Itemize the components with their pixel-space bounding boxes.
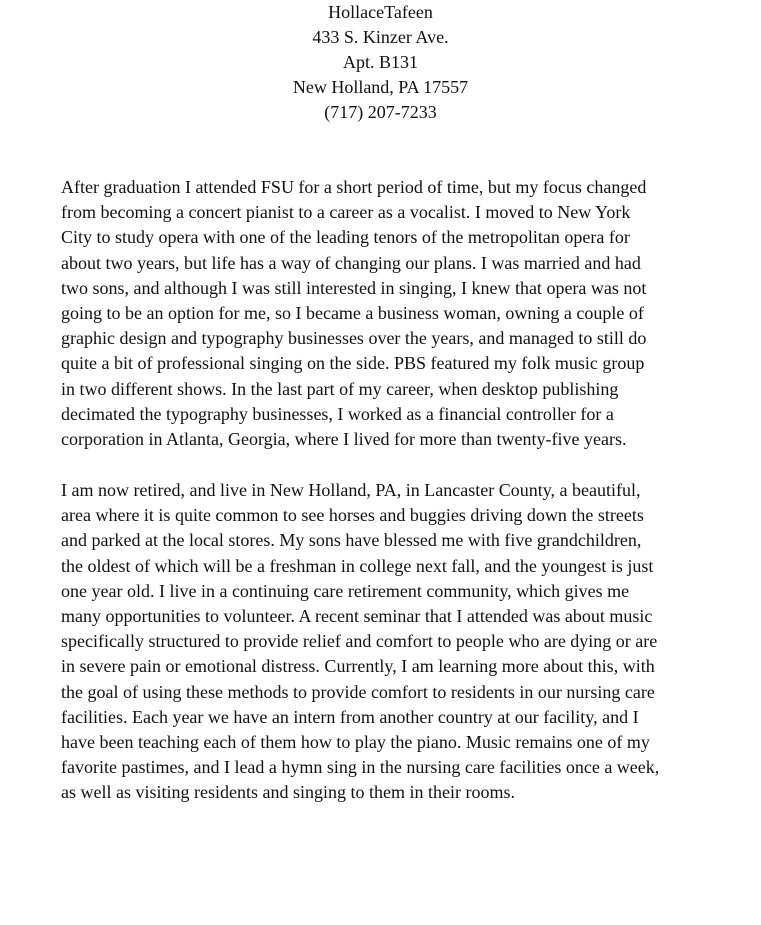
text-line: area where it is quite common to see horses and buggies driving down the streets xyxy=(61,505,644,526)
sender-street: 433 S. Kinzer Ave. xyxy=(312,27,449,47)
text-line: favorite pastimes, and I lead a hymn sing in the nursing care facilities once a week, xyxy=(61,757,660,778)
text-line: corporation in Atlanta, Georgia, where I lived for more than twenty-five years. xyxy=(61,429,627,450)
text-line: After graduation I attended FSU for a short period of time, but my focus changed xyxy=(61,177,647,197)
text-line: quite a bit of professional singing on the side. PBS featured my folk music group xyxy=(61,353,645,374)
text-line: the oldest of which will be a freshman in college next fall, and the youngest is just xyxy=(61,555,654,576)
text-line: graphic design and typography businesses over the years, and managed to still do xyxy=(61,328,647,349)
text-line: one year old. I live in a continuing care retirement community, which gives me xyxy=(61,580,630,601)
text-line: the goal of using these methods to provide comfort to residents in our nursing care xyxy=(61,681,655,702)
text-line: City to study opera with one of the leading tenors of the metropolitan opera for xyxy=(61,227,630,248)
text-line: going to be an option for me, so I became a business woman, owning a couple of xyxy=(61,303,644,324)
text-line: in two different shows. In the last part of my career, when desktop publishing xyxy=(61,378,619,399)
text-line: from becoming a concert pianist to a career as a vocalist. I moved to New York xyxy=(61,202,631,223)
paragraph-retirement xyxy=(61,478,701,806)
sender-name: HollaceTafeen xyxy=(328,2,433,22)
text-line: I am now retired, and live in New Holland, PA, in Lancaster County, a beautiful, xyxy=(61,480,641,500)
sender-apartment: Apt. B131 xyxy=(342,52,418,72)
sender-phone: (717) 207-7233 xyxy=(324,102,437,122)
text-line: as well as visiting residents and singing to them in their rooms. xyxy=(61,782,515,803)
text-line: decimated the typography businesses, I worked as a financial controller for a xyxy=(61,403,614,424)
letter-header xyxy=(0,0,761,125)
text-line: have been teaching each of them how to play the piano. Music remains one of my xyxy=(61,732,650,753)
text-line: many opportunities to volunteer. A recent seminar that I attended was about music xyxy=(61,606,653,627)
sender-city-state-zip: New Holland, PA 17557 xyxy=(292,77,469,97)
paragraph-career xyxy=(61,175,701,452)
text-line: facilities. Each year we have an intern from another country at our facility, and I xyxy=(61,706,639,727)
text-line: about two years, but life has a way of changing our plans. I was married and had xyxy=(61,252,641,273)
text-line: and parked at the local stores. My sons have blessed me with five grandchildren, xyxy=(61,530,642,551)
text-line: in severe pain or emotional distress. Currently, I am learning more about this, with xyxy=(61,656,655,677)
text-line: specifically structured to provide relief and comfort to people who are dying or are xyxy=(61,631,658,652)
text-line: two sons, and although I was still interested in singing, I knew that opera was not xyxy=(61,277,647,298)
